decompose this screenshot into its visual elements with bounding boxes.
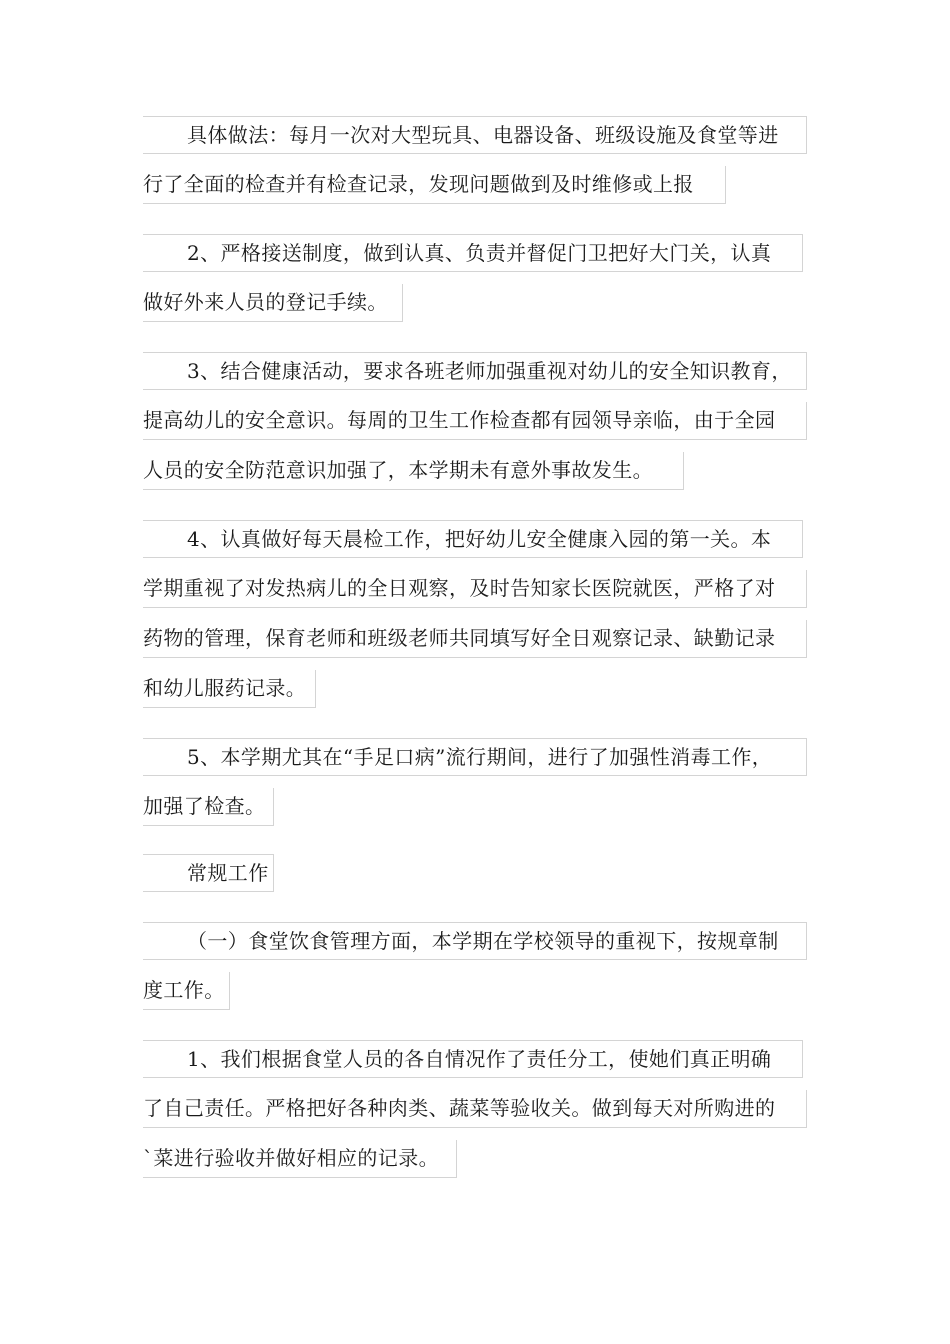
- text-line: 行了全面的检查并有检查记录，发现问题做到及时维修或上报: [143, 166, 726, 204]
- text-line: 提高幼儿的安全意识。每周的卫生工作检查都有园领导亲临，由于全园: [143, 402, 807, 440]
- text-line: 学期重视了对发热病儿的全日观察，及时告知家长医院就医，严格了对: [143, 570, 807, 608]
- text-line: （一）食堂饮食管理方面，本学期在学校领导的重视下，按规章制: [143, 922, 807, 960]
- text-line: 3、结合健康活动，要求各班老师加强重视对幼儿的安全知识教育，: [143, 352, 807, 390]
- text-line: 加强了检查。: [143, 788, 274, 826]
- text-line: 1、我们根据食堂人员的各自情况作了责任分工，使她们真正明确: [143, 1040, 803, 1078]
- text-line: 了自己责任。严格把好各种肉类、蔬菜等验收关。做到每天对所购进的: [143, 1090, 807, 1128]
- text-line: 4、认真做好每天晨检工作，把好幼儿安全健康入园的第一关。本: [143, 520, 803, 558]
- text-line: 药物的管理，保育老师和班级老师共同填写好全日观察记录、缺勤记录: [143, 620, 807, 658]
- text-line: 人员的安全防范意识加强了，本学期未有意外事故发生。: [143, 452, 684, 490]
- section-heading: 常规工作: [143, 854, 274, 892]
- text-line: 度工作。: [143, 972, 230, 1010]
- text-line: 5、本学期尤其在“手足口病”流行期间，进行了加强性消毒工作，: [143, 738, 807, 776]
- text-line: 和幼儿服药记录。: [143, 670, 316, 708]
- text-line: 2、严格接送制度，做到认真、负责并督促门卫把好大门关，认真: [143, 234, 803, 272]
- text-line: 具体做法：每月一次对大型玩具、电器设备、班级设施及食堂等进: [143, 116, 807, 154]
- text-line: `菜进行验收并做好相应的记录。: [143, 1140, 457, 1178]
- text-line: 做好外来人员的登记手续。: [143, 284, 403, 322]
